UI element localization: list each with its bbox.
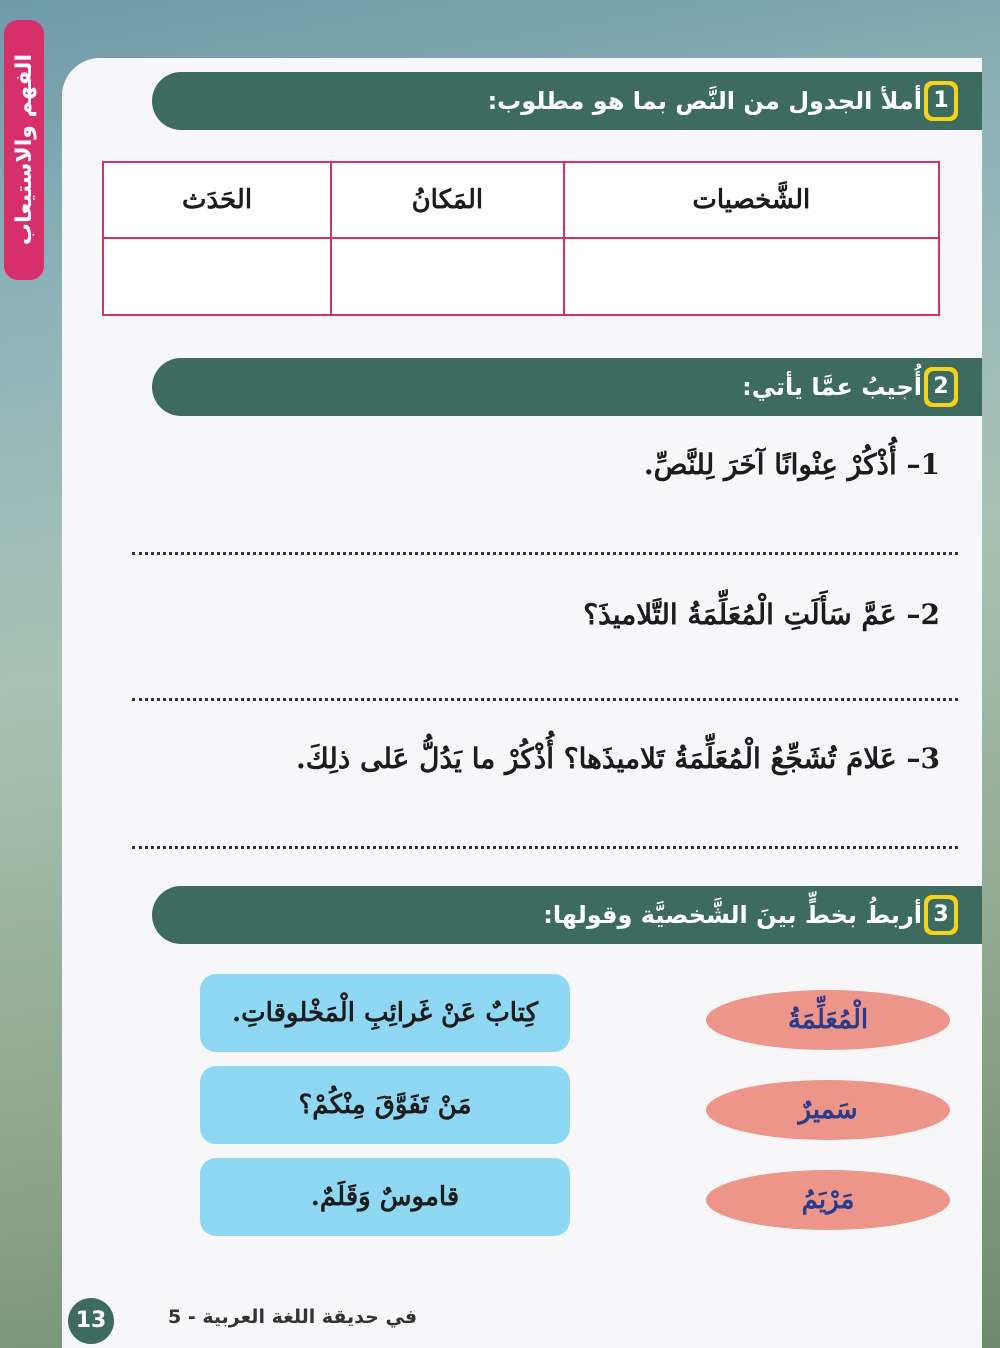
answer-line-2[interactable] [132,698,958,701]
question-1: 1– أُذْكُرْ عِنْوانًا آخَرَ لِلنَّصِّ. [643,448,940,481]
quote-1[interactable]: كِتابٌ عَنْ غَرائِبِ الْمَخْلوقاتِ. [200,974,570,1052]
section-number-2: 2 [928,371,954,403]
table-answer-row [103,238,939,315]
table-cell-place[interactable] [331,238,564,315]
table-cell-event[interactable] [103,238,331,315]
table-cell-characters[interactable] [564,238,939,315]
side-tab [4,20,44,280]
question-2: 2– عَمَّ سَأَلَتِ الْمُعَلِّمَةُ التَّلاميذَ؟ [583,598,940,631]
side-tab-label: الفهم والاستيعاب [11,54,37,246]
section-title-1: أملأ الجدول من النَّص بما هو مطلوب: [487,87,922,115]
section-number-badge-1 [924,81,958,121]
section-number-3: 3 [928,899,954,931]
table-header-event: الحَدَث [103,162,331,238]
question-3: 3– عَلامَ تُشَجِّعُ الْمُعَلِّمَةُ تَلاميذَها؟ أُذْكُرْ ما يَدُلُّ عَلى ذلِكَ. [295,742,940,775]
section-header-1 [152,72,982,130]
character-samir[interactable]: سَميرٌ [706,1080,950,1140]
section-title-2: أُجيبُ عمَّا يأتي: [742,373,922,401]
section-header-3 [152,886,982,944]
table-header-place: المَكانُ [331,162,564,238]
section-number-badge-2 [924,367,958,407]
section-header-2 [152,358,982,416]
book-title: في حديقة اللغة العربية - 5 [168,1306,418,1328]
section-number-1: 1 [928,85,954,117]
quote-2[interactable]: مَنْ تَفَوَّقَ مِنْكُمْ؟ [200,1066,570,1144]
table-header-row [103,162,939,238]
character-teacher[interactable]: الْمُعَلِّمَةُ [706,990,950,1050]
section-number-badge-3 [924,895,958,935]
info-table [102,161,940,316]
answer-line-3[interactable] [132,846,958,849]
character-maryam[interactable]: مَرْيَمُ [706,1170,950,1230]
quote-3[interactable]: قاموسٌ وَقَلَمٌ. [200,1158,570,1236]
table-header-characters: الشَّخصيات [564,162,939,238]
page-number: 13 [68,1298,114,1344]
answer-line-1[interactable] [132,552,958,555]
section-title-3: أربطُ بخطٍّ بينَ الشَّخصيَّة وقولها: [543,901,922,929]
